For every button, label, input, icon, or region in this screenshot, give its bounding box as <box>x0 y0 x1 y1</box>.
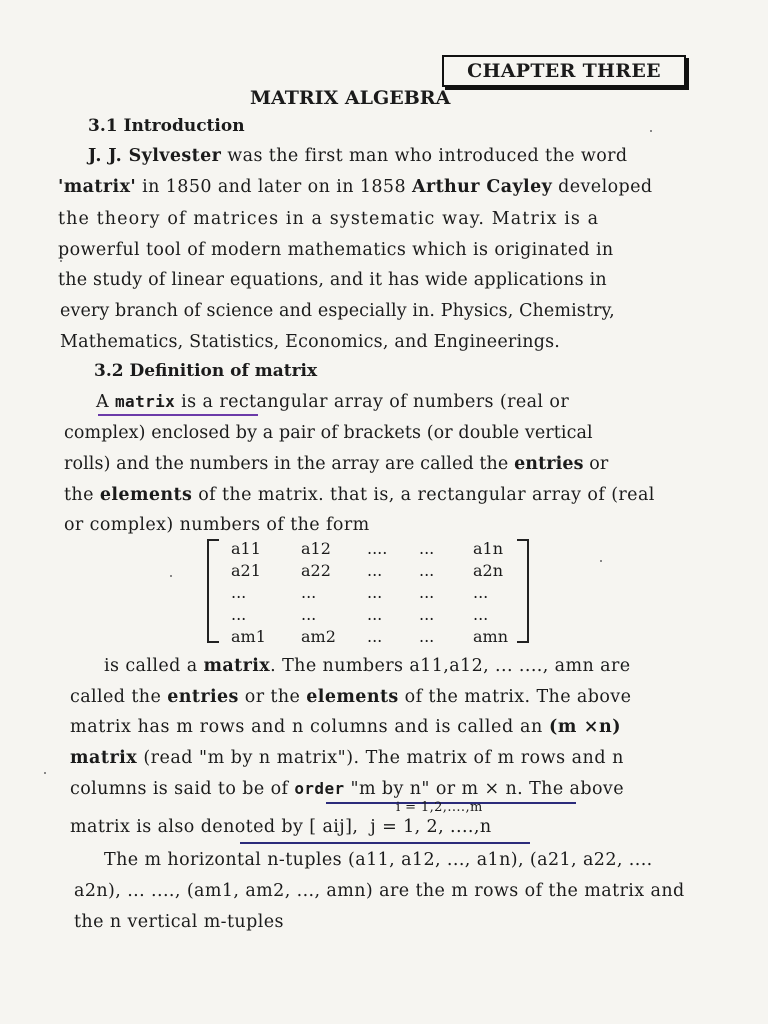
index-range-j: j = 1, 2, ....,n <box>370 817 492 837</box>
left-bracket <box>207 539 219 643</box>
term-matrix-quoted: 'matrix' <box>58 177 137 197</box>
matrix-entry: ... <box>231 583 247 602</box>
after-line-1 <box>104 656 630 676</box>
term-elements-2: elements <box>306 687 399 707</box>
matrix-entry: ... <box>419 583 435 602</box>
after-line-2-start: called the <box>70 687 168 707</box>
definition-line-5: or complex) numbers of the form <box>64 515 370 535</box>
intro-line-2-text-a: in 1850 and later on in 1858 <box>136 177 412 197</box>
intro-line-7: Mathematics, Statistics, Economics, and Engineerings. <box>60 332 561 352</box>
scan-speck <box>650 130 652 132</box>
matrix-entry: .... <box>367 539 388 558</box>
handwritten-underline-matrix <box>98 414 258 416</box>
matrix-entry: ... <box>231 605 247 624</box>
after-line-6 <box>70 817 492 837</box>
intro-line-2 <box>58 177 652 197</box>
matrix-entry: a22 <box>301 561 331 580</box>
term-matrix-2: matrix <box>203 656 271 676</box>
term-entries: entries <box>514 454 584 474</box>
section-heading-introduction: 3.1 Introduction <box>88 116 245 136</box>
after-line-1-text: . The numbers a11,a12, ... ...., amn are <box>270 656 631 676</box>
handwritten-underline-denoted <box>240 842 530 844</box>
index-range-i: i = 1,2,....,m <box>396 800 483 815</box>
matrix-display <box>207 535 529 645</box>
intro-line-3: the theory of matrices in a systematic way. Matrix is a <box>58 209 600 229</box>
matrix-entry: ... <box>367 605 383 624</box>
scan-speck <box>600 560 602 562</box>
matrix-entry: amn <box>473 627 509 646</box>
matrix-entry: am1 <box>231 627 266 646</box>
after-line-6-text: matrix is also denoted by [ aij], <box>70 817 359 837</box>
matrix-entry: ... <box>301 605 317 624</box>
intro-line-1-text: was the first man who introduced the word <box>221 146 628 166</box>
definition-line-4 <box>64 485 655 505</box>
matrix-entry: a12 <box>301 539 331 558</box>
matrix-entry: a21 <box>231 561 261 580</box>
intro-line-6: every branch of science and especially in. Physics, Chemistry, <box>60 301 615 321</box>
intro-line-4: powerful tool of modern mathematics which is originated in <box>58 240 614 260</box>
after-line-7: The m horizontal n-tuples (a11, a12, ..., a1n), (a21, a22, .... <box>104 850 653 870</box>
matrix-entry: ... <box>473 583 489 602</box>
definition-line-3 <box>64 454 608 474</box>
after-line-4 <box>70 748 624 768</box>
after-line-3-text: matrix has m rows and n columns and is called an <box>70 717 550 737</box>
term-order: order <box>294 779 345 798</box>
scan-speck <box>44 772 46 774</box>
matrix-entry: a2n <box>473 561 504 580</box>
after-line-9: the n vertical m-tuples <box>74 912 284 932</box>
matrix-entry: ... <box>419 539 435 558</box>
definition-line-3-text: rolls) and the numbers in the array are called the <box>64 454 515 474</box>
definition-line-4-text: of the matrix. that is, a rectangular array of (real <box>192 485 655 505</box>
chapter-title: MATRIX ALGEBRA <box>250 87 451 109</box>
matrix-entry: ... <box>419 627 435 646</box>
after-line-1-start: is called a <box>104 656 204 676</box>
chapter-label: CHAPTER THREE <box>467 60 661 82</box>
after-line-5 <box>70 779 624 799</box>
matrix-entry: a1n <box>473 539 504 558</box>
term-matrix: matrix <box>115 392 176 411</box>
right-bracket <box>517 539 529 643</box>
matrix-entry: ... <box>419 561 435 580</box>
definition-line-1 <box>96 392 569 412</box>
section-heading-definition: 3.2 Definition of matrix <box>94 361 318 381</box>
after-line-2-text: of the matrix. The above <box>398 687 632 707</box>
definition-line-3-end: or <box>583 454 609 474</box>
matrix-entry: ... <box>301 583 317 602</box>
after-line-5-start: columns is said to be of <box>70 779 295 799</box>
definition-is-a: is a <box>175 392 214 412</box>
definition-line-4-start: the <box>64 485 100 505</box>
definition-article: A <box>96 392 116 412</box>
matrix-entry: ... <box>367 561 383 580</box>
matrix-entry: ... <box>419 605 435 624</box>
intro-line-5: the study of linear equations, and it has wide applications in <box>58 270 607 290</box>
intro-line-1 <box>88 146 628 166</box>
after-line-2-or: or the <box>238 687 307 707</box>
term-entries-2: entries <box>167 687 239 707</box>
term-matrix-3: matrix <box>70 748 138 768</box>
scan-speck <box>60 260 62 262</box>
name-sylvester: J. J. Sylvester <box>88 146 222 166</box>
after-line-3 <box>70 717 621 737</box>
term-m-by-n: (m ×n) <box>549 717 622 737</box>
intro-line-2-text-b: developed <box>552 177 653 197</box>
matrix-entry: ... <box>473 605 489 624</box>
definition-line-2: complex) enclosed by a pair of brackets (or double vertical <box>64 423 593 443</box>
after-line-8: a2n), ... ...., (am1, am2, ..., amn) are the m rows of the matrix and <box>74 881 685 901</box>
matrix-entry: am2 <box>301 627 336 646</box>
matrix-entry: a11 <box>231 539 261 558</box>
matrix-entry: ... <box>367 627 383 646</box>
scan-speck <box>170 575 172 577</box>
name-cayley: Arthur Cayley <box>411 177 553 197</box>
after-line-5-text: "m by n" or m × n. The above <box>344 779 624 799</box>
chapter-label-box <box>442 55 686 87</box>
after-line-2 <box>70 687 631 707</box>
after-line-4-text: (read "m by n matrix"). The matrix of m rows and n <box>137 748 624 768</box>
matrix-entry: ... <box>367 583 383 602</box>
definition-line-1-text: rectangular array of numbers (real or <box>213 392 570 412</box>
term-elements: elements <box>99 485 193 505</box>
